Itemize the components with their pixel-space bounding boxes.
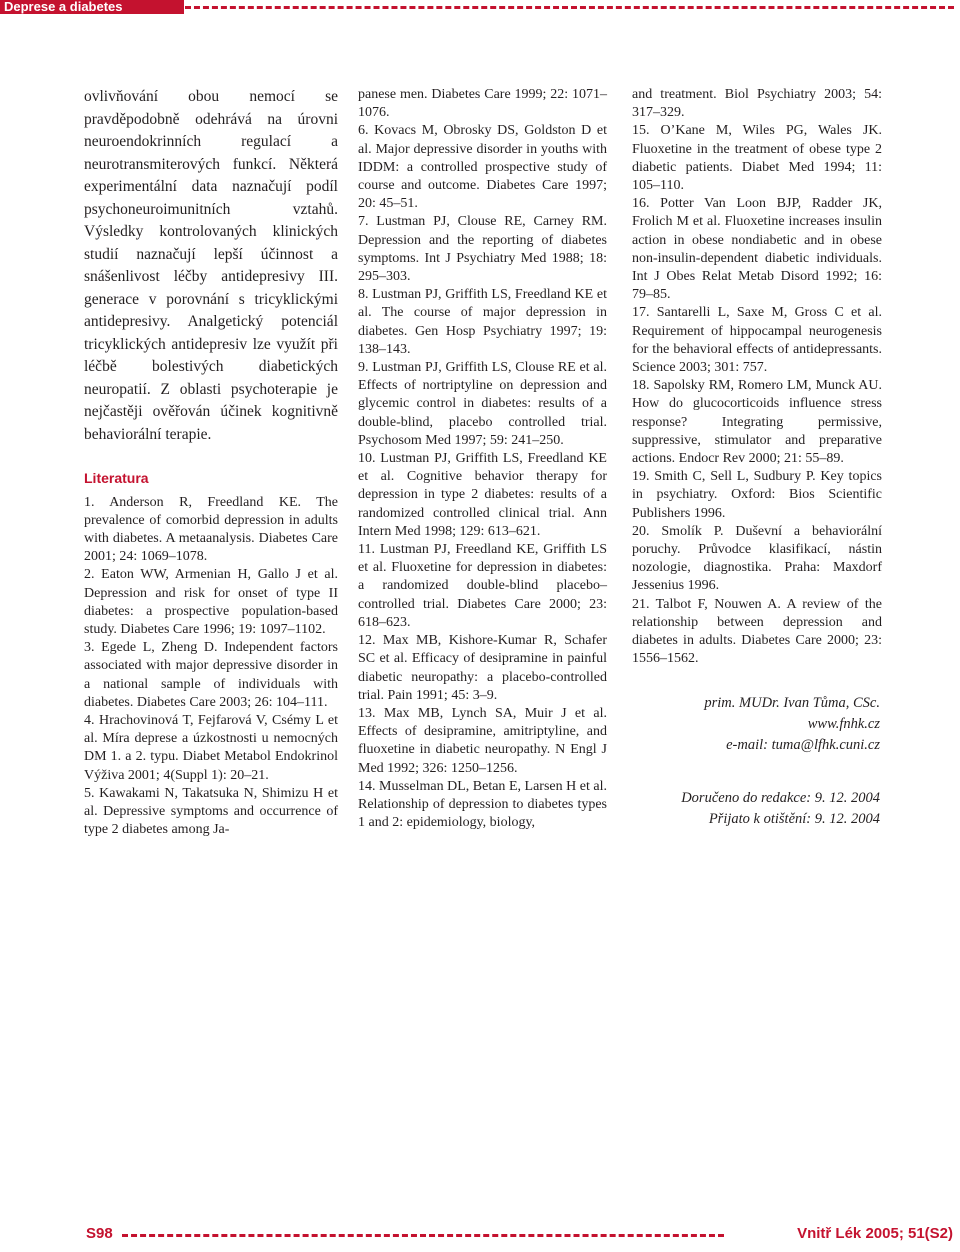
reference-list-3 [632, 86, 882, 669]
body-paragraph: ovlivňování obou nemocí se pravděpodobně odehrává na úrovni neuroendokrinních regulací a neurotransmiterových funkcí. Některá experimentální data naznačují podíl psychoneuroimunitních vztahů. Výsledky kontrolovaných klinických studií naznačují lepší účinnost a snášenlivost léčby antidepresivy III. generace v porovnání s tricyklickými antidepresivy. Analgetický potenciál tricyklických antidepresiv lze využít při léčbě bolestivých diabetických neuropatií. Z oblasti psychoterapie je nejčastěji ověřován účinek kognitivně behaviorální terapie. [84, 88, 338, 443]
reference-item: 10. Lustman PJ, Griffith LS, Freedland KE et al. Cognitive behavior therapy for depression in type 2 diabetes: results of a randomized controlled clinical trial. Ann Intern Med 1998; 129: 613–621. [358, 451, 607, 539]
reference-item: 17. Santarelli L, Saxe M, Gross C et al. Requirement of hippocampal neurogenesis for the behavioral effects of antidepressants. Science 2003; 301: 757. [632, 305, 882, 376]
author-name: prim. MUDr. Ivan Tůma, CSc. [704, 694, 880, 711]
reference-item: 16. Potter Van Loon BJP, Radder JK, Frolich M et al. Fluoxetine increases insulin action in obese nondiabetic and in obese non-insulin-dependent diabetic individuals. Int J Obes Relat Metab Disord 1992; 16: 79–85. [632, 196, 882, 303]
references-heading: Literatura [84, 470, 149, 486]
reference-item: 4. Hrachovinová T, Fejfarová V, Csémy L et al. Míra deprese a úzkostnosti u nemocných DM 1. a 2. typu. Diabet Metabol Endokrinol Výživa 2001; 4(Suppl 1): 20–21. [84, 712, 338, 783]
author-email[interactable]: e-mail: tuma@lfhk.cuni.cz [726, 736, 880, 753]
page-header [0, 0, 960, 16]
journal-citation: Vnitř Lék 2005; 51(S2) [797, 1225, 953, 1242]
reference-item: 7. Lustman PJ, Clouse RE, Carney RM. Depression and the reporting of diabetes symptoms. Int J Psychiatry Med 1988; 18: 295–303. [358, 214, 607, 285]
reference-item: 18. Sapolsky RM, Romero LM, Munck AU. How do glucocorticoids influence stress response? Integrating permissive, suppressive, stimulator and preparative actions. Endocr Rev 2000; 21: 55–89. [632, 378, 882, 467]
section-title: Deprese a diabetes [0, 0, 184, 14]
reference-item: 14. Musselman DL, Betan E, Larsen H et al. Relationship of depression to diabetes types 1 and 2: epidemiology, biology, [358, 778, 607, 831]
author-web[interactable]: www.fnhk.cz [807, 715, 880, 732]
reference-item: 21. Talbot F, Nouwen A. A review of the relationship between depression and diabetes in adults. Diabetes Care 2000; 23: 1556–1562. [632, 596, 882, 667]
footer-dashed-rule [122, 1234, 724, 1237]
reference-item: 20. Smolík P. Duševní a behaviorální poruchy. Průvodce klasifikací, nástin nozologie, diagnostika. Praha: Maxdorf Jessenius 1996. [632, 523, 882, 594]
accepted-date: Přijato k otištění: 9. 12. 2004 [708, 810, 880, 827]
page-number: S98 [86, 1225, 113, 1242]
reference-item: 2. Eaton WW, Armenian H, Gallo J et al. Depression and risk for onset of type II diabetes: a prospective population-based study. Diabetes Care 1996; 19: 1097–1102. [84, 567, 338, 637]
reference-item: 9. Lustman PJ, Griffith LS, Clouse RE et al. Effects of nortriptyline on depression and glycemic control in diabetes: results of a double-blind, placebo controlled trial. Psychosom Med 1997; 59: 241–250. [358, 360, 607, 448]
reference-list-1 [84, 494, 338, 840]
column-3 [632, 86, 882, 830]
reference-item: 11. Lustman PJ, Freedland KE, Griffith LS et al. Fluoxetine for depression in diabetes: a randomized double-blind placebo–controlled trial. Diabetes Care 2000; 23: 618–623. [358, 542, 607, 630]
reference-item: 1. Anderson R, Freedland KE. The prevalence of comorbid depression in adults with diabetes. A metaanalysis. Diabetes Care 2001; 24: 1069–1078. [84, 494, 338, 565]
reference-item: 3. Egede L, Zheng D. Independent factors associated with major depressive disorder in a national sample of individuals with diabetes. Diabetes Care 2003; 26: 104–111. [84, 640, 338, 710]
reference-item: 19. Smith C, Sell L, Sudbury P. Key topics in psychiatry. Oxford: Bios Scientific Publishers 1996. [632, 469, 882, 521]
author-block [632, 693, 882, 756]
reference-item: 12. Max MB, Kishore-Kumar R, Schafer SC et al. Efficacy of desipramine in painful diabetic neuropathy: a placebo-controlled trial. Pain 1991; 45: 3–9. [358, 633, 607, 703]
column-1 [84, 86, 338, 839]
received-date: Doručeno do redakce: 9. 12. 2004 [681, 789, 880, 806]
reference-item: panese men. Diabetes Care 1999; 22: 1071–1076. [358, 87, 607, 121]
column-2 [358, 86, 607, 832]
reference-item: 5. Kawakami N, Takatsuka N, Shimizu H et al. Depressive symptoms and occurrence of type 2 diabetes among Ja- [84, 785, 338, 838]
reference-item: and treatment. Biol Psychiatry 2003; 54: 317–329. [632, 87, 882, 121]
reference-list-2 [358, 86, 607, 832]
page-footer [0, 1221, 960, 1247]
reference-item: 15. O’Kane M, Wiles PG, Wales JK. Fluoxetine in the treatment of obese type 2 diabetic patients. Diabet Med 1994; 11: 105–110. [632, 123, 882, 194]
header-dashed-rule [185, 6, 954, 9]
reference-item: 6. Kovacs M, Obrosky DS, Goldston D et al. Major depressive disorder in youths with IDDM: a controlled prospective study of course and outcome. Diabetes Care 1997; 20: 45–51. [358, 123, 607, 212]
dates-block [632, 788, 882, 830]
reference-item: 13. Max MB, Lynch SA, Muir J et al. Effects of desipramine, amitriptyline, and fluoxetine in diabetic neuropathy. N Engl J Med 1992; 326: 1250–1256. [358, 705, 607, 776]
reference-item: 8. Lustman PJ, Griffith LS, Freedland KE et al. The course of major depression in diabetes. Gen Hosp Psychiatry 1997; 19: 138–143. [358, 287, 607, 357]
